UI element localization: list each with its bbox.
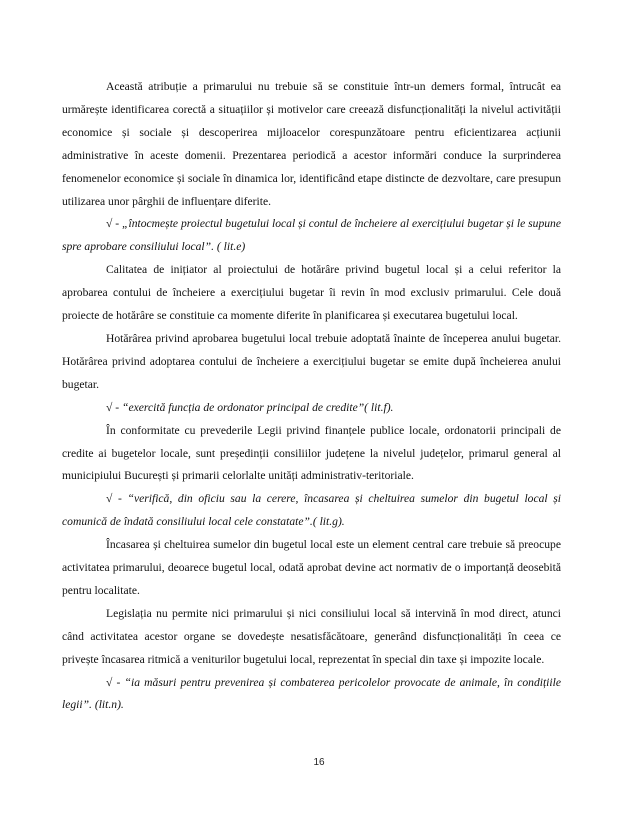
paragraph: Calitatea de inițiator al proiectului de hotărâre privind bugetul local și a celui referitor la aprobarea contului de încheiere a exercițiului bugetar îi revin în mod exclusiv primarului. Cele două proiecte de hotărâre se constituie ca momente diferite în planificarea și executarea bugetului local. xyxy=(62,263,561,323)
paragraph: Această atribuție a primarului nu trebuie să se constituie într-un demers formal, întrucât ea urmărește identificarea corectă a situațiilor și motivelor care creează disfuncționalități la nivelul activității economice și sociale și descoperirea mijloacelor corespunzătoare pentru eficientizarea acțiunii administrative în aceste domenii. Prezentarea periodică a acestor informări conduce la surprinderea fenomenelor economice și sociale în dinamica lor, identificând etape distincte de dezvoltare, care presupun utilizarea unor pârghii de influențare diferite. xyxy=(62,80,561,208)
paragraph: În conformitate cu prevederile Legii privind finanțele publice locale, ordonatorii principali de credite ai bugetelor locale, sunt președinții consiliilor județene la nivelul județelor, primarul general al municipiului București și primarii celorlalte unități administrativ-teritoriale. xyxy=(62,423,561,483)
paragraph: Hotărârea privind aprobarea bugetului local trebuie adoptată înainte de începerea anului bugetar. Hotărârea privind adoptarea contului de încheiere a exercițiului bugetar se emite după încheierea anului bugetar. xyxy=(62,331,561,391)
quoted-provision: √ - “exercită funcția de ordonator principal de credite”( lit.f). xyxy=(106,400,394,414)
body-text xyxy=(62,76,561,717)
paragraph: Legislația nu permite nici primarului și nici consiliului local să intervină în mod direct, atunci când activitatea acestor organe se dovedește nesatisfăcătoare, generând disfuncționalități în ceea ce privește încasarea ritmică a veniturilor bugetului local, reprezentat în special din taxe și impozite locale. xyxy=(62,606,561,666)
quoted-provision: √ - “ia măsuri pentru prevenirea și combaterea pericolelor provocate de animale, în condițiile legii”. (lit.n). xyxy=(62,675,561,712)
paragraph: Încasarea și cheltuirea sumelor din bugetul local este un element central care trebuie să preocupe activitatea primarului, deoarece bugetul local, odată aprobat devine act normativ de o importanță deosebită pentru localitate. xyxy=(62,538,561,597)
quoted-provision: √ - „întocmește proiectul bugetului local și contul de încheiere al exercițiului bugetar și le supune spre aprobare consiliului local”. ( lit.e) xyxy=(62,217,561,254)
quoted-provision: √ - “verifică, din oficiu sau la cerere, încasarea și cheltuirea sumelor din bugetul local și comunică de îndată consiliului local cele constatate”.( lit.g). xyxy=(62,492,561,529)
page-number: 16 xyxy=(313,757,325,768)
